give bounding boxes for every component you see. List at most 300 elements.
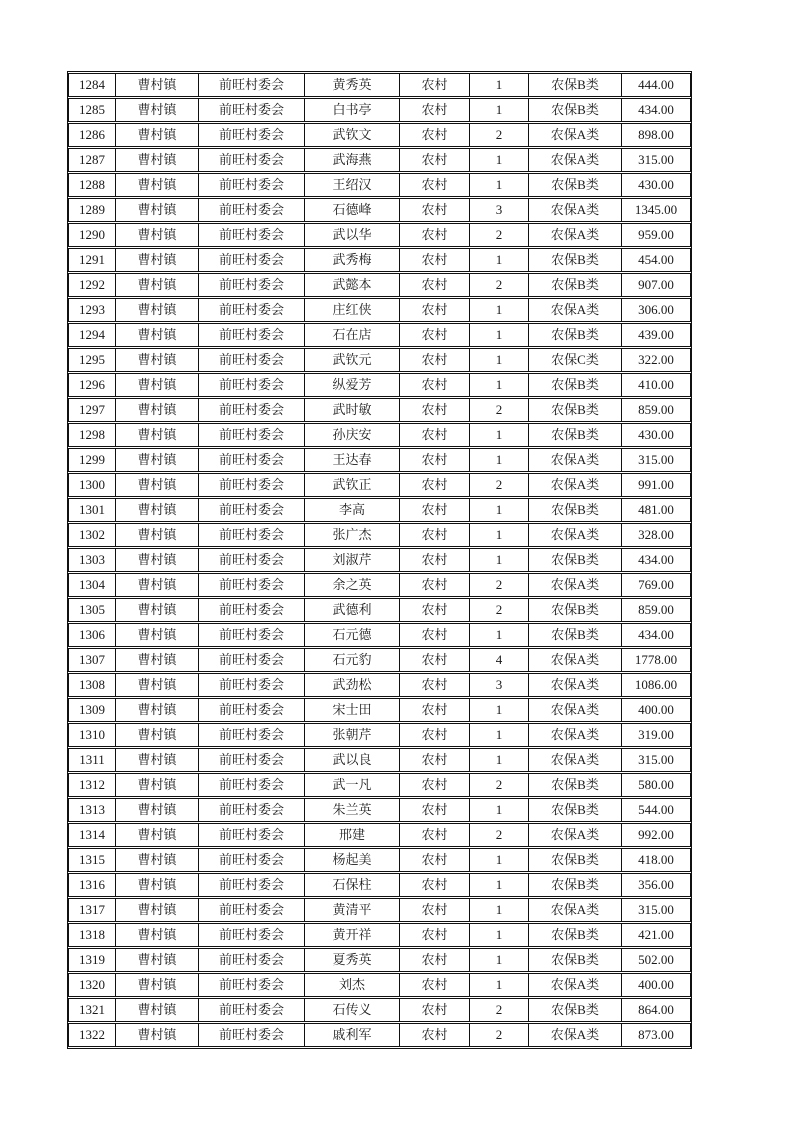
- name-cell: 夏秀英: [304, 948, 399, 972]
- name-cell: 黄开祥: [304, 923, 399, 947]
- category-cell: 农保B类: [528, 548, 621, 572]
- village-cell: 前旺村委会: [198, 148, 304, 172]
- category-cell: 农保A类: [528, 123, 621, 147]
- seq-cell: 1288: [68, 173, 115, 197]
- village-cell: 前旺村委会: [198, 573, 304, 597]
- amount-cell: 430.00: [621, 173, 691, 197]
- person-count-cell: 1: [469, 898, 528, 922]
- area-type-cell: 农村: [399, 773, 469, 797]
- category-cell: 农保A类: [528, 573, 621, 597]
- category-cell: 农保B类: [528, 323, 621, 347]
- village-cell: 前旺村委会: [198, 73, 304, 97]
- area-type-cell: 农村: [399, 548, 469, 572]
- village-cell: 前旺村委会: [198, 248, 304, 272]
- seq-cell: 1290: [68, 223, 115, 247]
- amount-cell: 315.00: [621, 748, 691, 772]
- town-cell: 曹村镇: [115, 148, 198, 172]
- village-cell: 前旺村委会: [198, 673, 304, 697]
- town-cell: 曹村镇: [115, 98, 198, 122]
- seq-cell: 1320: [68, 973, 115, 997]
- category-cell: 农保A类: [528, 673, 621, 697]
- amount-cell: 580.00: [621, 773, 691, 797]
- category-cell: 农保C类: [528, 348, 621, 372]
- village-cell: 前旺村委会: [198, 498, 304, 522]
- person-count-cell: 2: [469, 1023, 528, 1047]
- table-row: [68, 298, 691, 322]
- name-cell: 武一凡: [304, 773, 399, 797]
- village-cell: 前旺村委会: [198, 448, 304, 472]
- table-row: [68, 973, 691, 997]
- area-type-cell: 农村: [399, 598, 469, 622]
- amount-cell: 400.00: [621, 698, 691, 722]
- person-count-cell: 2: [469, 223, 528, 247]
- area-type-cell: 农村: [399, 973, 469, 997]
- category-cell: 农保A类: [528, 198, 621, 222]
- table-row: [68, 898, 691, 922]
- person-count-cell: 1: [469, 73, 528, 97]
- name-cell: 石保柱: [304, 873, 399, 897]
- table-row: [68, 1023, 691, 1047]
- area-type-cell: 农村: [399, 798, 469, 822]
- payment-roster-table: [67, 71, 692, 1049]
- village-cell: 前旺村委会: [198, 323, 304, 347]
- person-count-cell: 2: [469, 823, 528, 847]
- name-cell: 武钦元: [304, 348, 399, 372]
- seq-cell: 1287: [68, 148, 115, 172]
- town-cell: 曹村镇: [115, 73, 198, 97]
- town-cell: 曹村镇: [115, 598, 198, 622]
- person-count-cell: 3: [469, 198, 528, 222]
- category-cell: 农保A类: [528, 898, 621, 922]
- seq-cell: 1313: [68, 798, 115, 822]
- village-cell: 前旺村委会: [198, 523, 304, 547]
- area-type-cell: 农村: [399, 823, 469, 847]
- seq-cell: 1286: [68, 123, 115, 147]
- name-cell: 武秀梅: [304, 248, 399, 272]
- seq-cell: 1296: [68, 373, 115, 397]
- person-count-cell: 1: [469, 873, 528, 897]
- name-cell: 纵爱芳: [304, 373, 399, 397]
- name-cell: 李高: [304, 498, 399, 522]
- table-row: [68, 223, 691, 247]
- amount-cell: 434.00: [621, 623, 691, 647]
- name-cell: 戚利军: [304, 1023, 399, 1047]
- amount-cell: 454.00: [621, 248, 691, 272]
- person-count-cell: 1: [469, 698, 528, 722]
- name-cell: 刘杰: [304, 973, 399, 997]
- town-cell: 曹村镇: [115, 673, 198, 697]
- name-cell: 武劲松: [304, 673, 399, 697]
- name-cell: 王绍汉: [304, 173, 399, 197]
- person-count-cell: 1: [469, 298, 528, 322]
- town-cell: 曹村镇: [115, 923, 198, 947]
- amount-cell: 418.00: [621, 848, 691, 872]
- area-type-cell: 农村: [399, 348, 469, 372]
- table-row: [68, 548, 691, 572]
- amount-cell: 1086.00: [621, 673, 691, 697]
- seq-cell: 1302: [68, 523, 115, 547]
- name-cell: 石元德: [304, 623, 399, 647]
- area-type-cell: 农村: [399, 848, 469, 872]
- seq-cell: 1310: [68, 723, 115, 747]
- table-row: [68, 323, 691, 347]
- town-cell: 曹村镇: [115, 698, 198, 722]
- table-row: [68, 398, 691, 422]
- area-type-cell: 农村: [399, 523, 469, 547]
- category-cell: 农保A类: [528, 823, 621, 847]
- amount-cell: 434.00: [621, 98, 691, 122]
- village-cell: 前旺村委会: [198, 898, 304, 922]
- town-cell: 曹村镇: [115, 848, 198, 872]
- name-cell: 武德利: [304, 598, 399, 622]
- table-row: [68, 998, 691, 1022]
- area-type-cell: 农村: [399, 948, 469, 972]
- area-type-cell: 农村: [399, 98, 469, 122]
- town-cell: 曹村镇: [115, 823, 198, 847]
- table-row: [68, 773, 691, 797]
- person-count-cell: 1: [469, 748, 528, 772]
- name-cell: 庄红侠: [304, 298, 399, 322]
- name-cell: 张朝芹: [304, 723, 399, 747]
- seq-cell: 1300: [68, 473, 115, 497]
- amount-cell: 898.00: [621, 123, 691, 147]
- category-cell: 农保B类: [528, 73, 621, 97]
- seq-cell: 1322: [68, 1023, 115, 1047]
- seq-cell: 1306: [68, 623, 115, 647]
- amount-cell: 322.00: [621, 348, 691, 372]
- amount-cell: 439.00: [621, 323, 691, 347]
- table-row: [68, 273, 691, 297]
- village-cell: 前旺村委会: [198, 648, 304, 672]
- town-cell: 曹村镇: [115, 473, 198, 497]
- town-cell: 曹村镇: [115, 798, 198, 822]
- table-row: [68, 848, 691, 872]
- name-cell: 武钦正: [304, 473, 399, 497]
- person-count-cell: 4: [469, 648, 528, 672]
- town-cell: 曹村镇: [115, 523, 198, 547]
- category-cell: 农保B类: [528, 848, 621, 872]
- category-cell: 农保A类: [528, 723, 621, 747]
- amount-cell: 400.00: [621, 973, 691, 997]
- town-cell: 曹村镇: [115, 198, 198, 222]
- amount-cell: 544.00: [621, 798, 691, 822]
- seq-cell: 1317: [68, 898, 115, 922]
- person-count-cell: 2: [469, 473, 528, 497]
- village-cell: 前旺村委会: [198, 598, 304, 622]
- person-count-cell: 1: [469, 498, 528, 522]
- seq-cell: 1292: [68, 273, 115, 297]
- amount-cell: 319.00: [621, 723, 691, 747]
- table-row: [68, 923, 691, 947]
- village-cell: 前旺村委会: [198, 398, 304, 422]
- town-cell: 曹村镇: [115, 748, 198, 772]
- name-cell: 刘淑芹: [304, 548, 399, 572]
- person-count-cell: 2: [469, 998, 528, 1022]
- amount-cell: 864.00: [621, 998, 691, 1022]
- amount-cell: 315.00: [621, 148, 691, 172]
- amount-cell: 992.00: [621, 823, 691, 847]
- village-cell: 前旺村委会: [198, 923, 304, 947]
- town-cell: 曹村镇: [115, 948, 198, 972]
- person-count-cell: 3: [469, 673, 528, 697]
- table-row: [68, 873, 691, 897]
- category-cell: 农保A类: [528, 473, 621, 497]
- category-cell: 农保B类: [528, 248, 621, 272]
- table-row: [68, 448, 691, 472]
- seq-cell: 1312: [68, 773, 115, 797]
- seq-cell: 1314: [68, 823, 115, 847]
- name-cell: 石在店: [304, 323, 399, 347]
- table-row: [68, 823, 691, 847]
- table-row: [68, 73, 691, 97]
- village-cell: 前旺村委会: [198, 548, 304, 572]
- amount-cell: 907.00: [621, 273, 691, 297]
- category-cell: 农保B类: [528, 923, 621, 947]
- town-cell: 曹村镇: [115, 248, 198, 272]
- name-cell: 武钦文: [304, 123, 399, 147]
- person-count-cell: 2: [469, 398, 528, 422]
- amount-cell: 328.00: [621, 523, 691, 547]
- name-cell: 武时敏: [304, 398, 399, 422]
- roster-table-body: [68, 73, 691, 1047]
- town-cell: 曹村镇: [115, 398, 198, 422]
- area-type-cell: 农村: [399, 573, 469, 597]
- name-cell: 宋士田: [304, 698, 399, 722]
- town-cell: 曹村镇: [115, 898, 198, 922]
- category-cell: 农保B类: [528, 623, 621, 647]
- amount-cell: 444.00: [621, 73, 691, 97]
- name-cell: 武以良: [304, 748, 399, 772]
- town-cell: 曹村镇: [115, 723, 198, 747]
- town-cell: 曹村镇: [115, 998, 198, 1022]
- amount-cell: 356.00: [621, 873, 691, 897]
- village-cell: 前旺村委会: [198, 798, 304, 822]
- area-type-cell: 农村: [399, 373, 469, 397]
- village-cell: 前旺村委会: [198, 423, 304, 447]
- area-type-cell: 农村: [399, 648, 469, 672]
- amount-cell: 481.00: [621, 498, 691, 522]
- area-type-cell: 农村: [399, 723, 469, 747]
- category-cell: 农保A类: [528, 973, 621, 997]
- person-count-cell: 1: [469, 423, 528, 447]
- category-cell: 农保B类: [528, 948, 621, 972]
- table-row: [68, 473, 691, 497]
- area-type-cell: 农村: [399, 473, 469, 497]
- seq-cell: 1304: [68, 573, 115, 597]
- name-cell: 黄清平: [304, 898, 399, 922]
- name-cell: 余之英: [304, 573, 399, 597]
- name-cell: 朱兰英: [304, 798, 399, 822]
- town-cell: 曹村镇: [115, 448, 198, 472]
- town-cell: 曹村镇: [115, 498, 198, 522]
- table-row: [68, 123, 691, 147]
- seq-cell: 1301: [68, 498, 115, 522]
- person-count-cell: 1: [469, 173, 528, 197]
- area-type-cell: 农村: [399, 323, 469, 347]
- category-cell: 农保B类: [528, 398, 621, 422]
- area-type-cell: 农村: [399, 498, 469, 522]
- table-row: [68, 798, 691, 822]
- category-cell: 农保B类: [528, 798, 621, 822]
- amount-cell: 306.00: [621, 298, 691, 322]
- town-cell: 曹村镇: [115, 273, 198, 297]
- category-cell: 农保A类: [528, 1023, 621, 1047]
- village-cell: 前旺村委会: [198, 373, 304, 397]
- village-cell: 前旺村委会: [198, 123, 304, 147]
- table-row: [68, 748, 691, 772]
- seq-cell: 1298: [68, 423, 115, 447]
- town-cell: 曹村镇: [115, 423, 198, 447]
- seq-cell: 1305: [68, 598, 115, 622]
- town-cell: 曹村镇: [115, 873, 198, 897]
- name-cell: 张广杰: [304, 523, 399, 547]
- village-cell: 前旺村委会: [198, 273, 304, 297]
- category-cell: 农保A类: [528, 448, 621, 472]
- name-cell: 石元豹: [304, 648, 399, 672]
- village-cell: 前旺村委会: [198, 723, 304, 747]
- table-row: [68, 148, 691, 172]
- amount-cell: 315.00: [621, 898, 691, 922]
- person-count-cell: 1: [469, 798, 528, 822]
- town-cell: 曹村镇: [115, 573, 198, 597]
- town-cell: 曹村镇: [115, 973, 198, 997]
- table-row: [68, 673, 691, 697]
- seq-cell: 1285: [68, 98, 115, 122]
- table-row: [68, 648, 691, 672]
- table-row: [68, 248, 691, 272]
- person-count-cell: 2: [469, 273, 528, 297]
- category-cell: 农保A类: [528, 148, 621, 172]
- table-row: [68, 698, 691, 722]
- seq-cell: 1291: [68, 248, 115, 272]
- table-row: [68, 98, 691, 122]
- category-cell: 农保B类: [528, 773, 621, 797]
- seq-cell: 1321: [68, 998, 115, 1022]
- name-cell: 邢建: [304, 823, 399, 847]
- amount-cell: 859.00: [621, 398, 691, 422]
- table-row: [68, 498, 691, 522]
- category-cell: 农保B类: [528, 98, 621, 122]
- area-type-cell: 农村: [399, 1023, 469, 1047]
- amount-cell: 1345.00: [621, 198, 691, 222]
- village-cell: 前旺村委会: [198, 873, 304, 897]
- seq-cell: 1295: [68, 348, 115, 372]
- person-count-cell: 1: [469, 923, 528, 947]
- person-count-cell: 2: [469, 598, 528, 622]
- town-cell: 曹村镇: [115, 173, 198, 197]
- village-cell: 前旺村委会: [198, 348, 304, 372]
- amount-cell: 769.00: [621, 573, 691, 597]
- area-type-cell: 农村: [399, 623, 469, 647]
- area-type-cell: 农村: [399, 73, 469, 97]
- table-row: [68, 348, 691, 372]
- person-count-cell: 2: [469, 573, 528, 597]
- seq-cell: 1299: [68, 448, 115, 472]
- person-count-cell: 1: [469, 373, 528, 397]
- seq-cell: 1297: [68, 398, 115, 422]
- town-cell: 曹村镇: [115, 323, 198, 347]
- amount-cell: 859.00: [621, 598, 691, 622]
- village-cell: 前旺村委会: [198, 998, 304, 1022]
- person-count-cell: 1: [469, 548, 528, 572]
- seq-cell: 1293: [68, 298, 115, 322]
- table-row: [68, 523, 691, 547]
- category-cell: 农保A类: [528, 523, 621, 547]
- table-row: [68, 573, 691, 597]
- name-cell: 白书亭: [304, 98, 399, 122]
- village-cell: 前旺村委会: [198, 773, 304, 797]
- name-cell: 孙庆安: [304, 423, 399, 447]
- person-count-cell: 1: [469, 623, 528, 647]
- amount-cell: 991.00: [621, 473, 691, 497]
- seq-cell: 1303: [68, 548, 115, 572]
- seq-cell: 1318: [68, 923, 115, 947]
- town-cell: 曹村镇: [115, 348, 198, 372]
- person-count-cell: 1: [469, 248, 528, 272]
- village-cell: 前旺村委会: [198, 698, 304, 722]
- table-row: [68, 598, 691, 622]
- village-cell: 前旺村委会: [198, 748, 304, 772]
- area-type-cell: 农村: [399, 423, 469, 447]
- seq-cell: 1316: [68, 873, 115, 897]
- person-count-cell: 1: [469, 848, 528, 872]
- category-cell: 农保B类: [528, 598, 621, 622]
- category-cell: 农保B类: [528, 873, 621, 897]
- name-cell: 杨起美: [304, 848, 399, 872]
- area-type-cell: 农村: [399, 173, 469, 197]
- area-type-cell: 农村: [399, 298, 469, 322]
- town-cell: 曹村镇: [115, 298, 198, 322]
- seq-cell: 1307: [68, 648, 115, 672]
- area-type-cell: 农村: [399, 923, 469, 947]
- seq-cell: 1311: [68, 748, 115, 772]
- seq-cell: 1308: [68, 673, 115, 697]
- amount-cell: 430.00: [621, 423, 691, 447]
- village-cell: 前旺村委会: [198, 223, 304, 247]
- category-cell: 农保A类: [528, 648, 621, 672]
- name-cell: 王达春: [304, 448, 399, 472]
- person-count-cell: 1: [469, 948, 528, 972]
- category-cell: 农保B类: [528, 173, 621, 197]
- town-cell: 曹村镇: [115, 648, 198, 672]
- seq-cell: 1289: [68, 198, 115, 222]
- amount-cell: 315.00: [621, 448, 691, 472]
- table-row: [68, 198, 691, 222]
- town-cell: 曹村镇: [115, 373, 198, 397]
- village-cell: 前旺村委会: [198, 98, 304, 122]
- village-cell: 前旺村委会: [198, 473, 304, 497]
- seq-cell: 1294: [68, 323, 115, 347]
- area-type-cell: 农村: [399, 698, 469, 722]
- person-count-cell: 1: [469, 723, 528, 747]
- amount-cell: 959.00: [621, 223, 691, 247]
- category-cell: 农保B类: [528, 273, 621, 297]
- amount-cell: 421.00: [621, 923, 691, 947]
- town-cell: 曹村镇: [115, 123, 198, 147]
- category-cell: 农保B类: [528, 423, 621, 447]
- village-cell: 前旺村委会: [198, 848, 304, 872]
- name-cell: 武以华: [304, 223, 399, 247]
- seq-cell: 1284: [68, 73, 115, 97]
- area-type-cell: 农村: [399, 448, 469, 472]
- seq-cell: 1315: [68, 848, 115, 872]
- amount-cell: 434.00: [621, 548, 691, 572]
- person-count-cell: 1: [469, 323, 528, 347]
- table-row: [68, 948, 691, 972]
- seq-cell: 1319: [68, 948, 115, 972]
- table-row: [68, 623, 691, 647]
- table-row: [68, 173, 691, 197]
